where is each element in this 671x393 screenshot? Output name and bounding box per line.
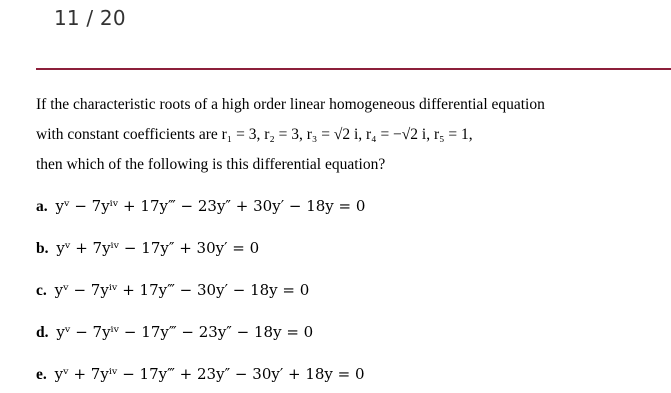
option-equation: yᵛ + 7yⁱᵛ − 17y″ + 30y′ = 0 — [56, 239, 260, 257]
option-a[interactable] — [36, 192, 656, 220]
question-line-2: with constant coefficients are r₁ = 3, r₂ = 3, r₃ = √2 i, r₄ = −√2 i, r₅ = 1, — [36, 126, 473, 143]
option-d[interactable] — [36, 318, 656, 346]
question-counter: 11 / 20 — [54, 6, 126, 30]
option-letter: e. — [36, 366, 47, 383]
question-text — [36, 90, 656, 180]
option-equation: yᵛ + 7yⁱᵛ − 17y‴ + 23y″ − 30y′ + 18y = 0 — [54, 365, 365, 383]
question-line-1: If the characteristic roots of a high order linear homogeneous differential equation — [36, 96, 545, 113]
option-letter: d. — [36, 324, 49, 341]
option-equation: yᵛ − 7yⁱᵛ + 17y‴ − 23y″ + 30y′ − 18y = 0 — [55, 197, 366, 215]
question-line-3: then which of the following is this differential equation? — [36, 156, 386, 173]
option-e[interactable] — [36, 360, 656, 388]
divider — [36, 68, 671, 70]
option-equation: yᵛ − 7yⁱᵛ + 17y‴ − 30y′ − 18y = 0 — [54, 281, 310, 299]
option-letter: b. — [36, 240, 49, 257]
option-b[interactable] — [36, 234, 656, 262]
option-letter: a. — [36, 198, 48, 215]
option-c[interactable] — [36, 276, 656, 304]
option-letter: c. — [36, 282, 47, 299]
answer-options — [36, 192, 656, 393]
option-equation: yᵛ − 7yⁱᵛ − 17y‴ − 23y″ − 18y = 0 — [56, 323, 314, 341]
